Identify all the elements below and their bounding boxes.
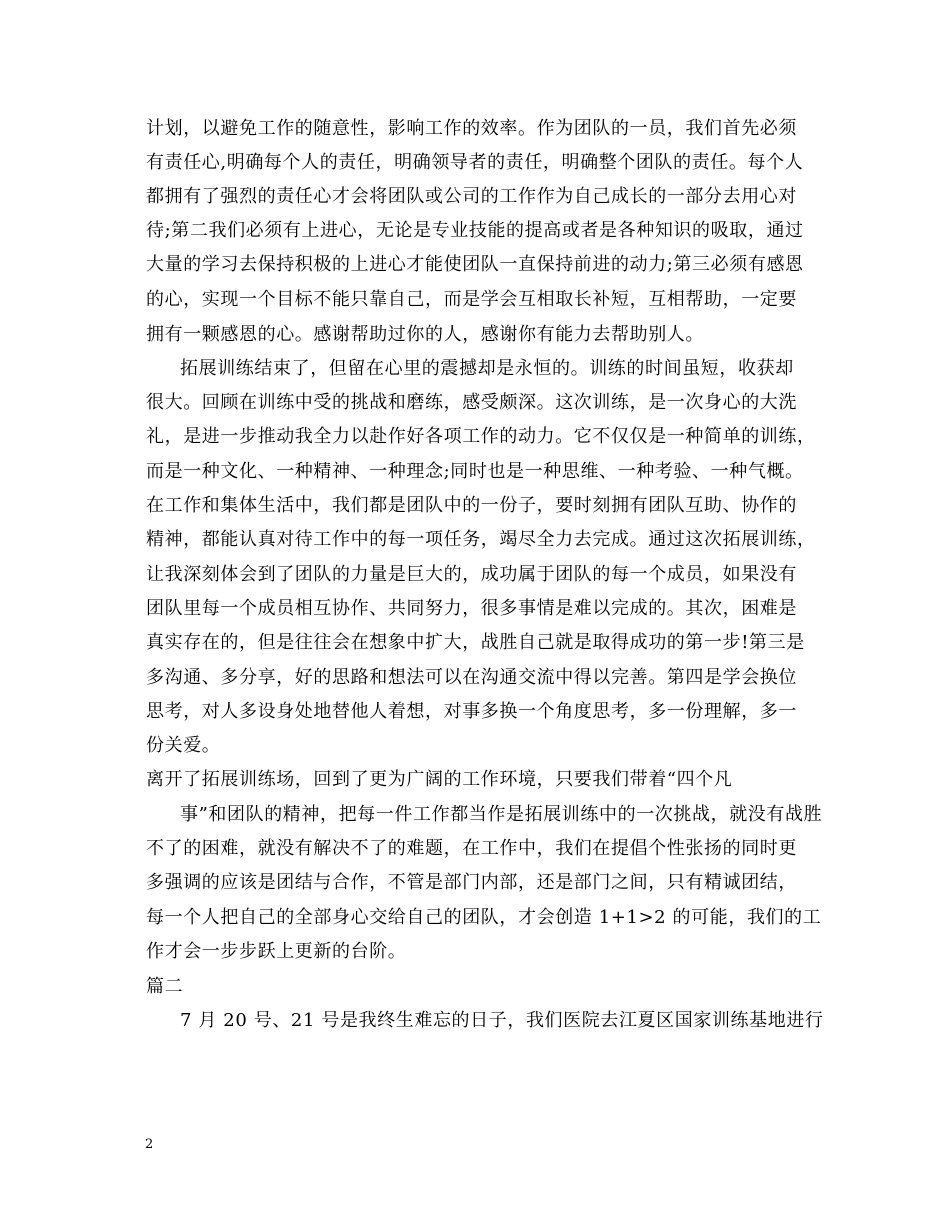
text-line: 很大。回顾在训练中受的挑战和磨练，感受颇深。这次训练，是一次身心的大洗 [146,392,797,413]
text-line: 计划，以避免工作的随意性，影响工作的效率。作为团队的一员，我们首先必须 [146,118,797,139]
text-line: 待;第二我们必须有上进心，无论是专业技能的提高或者是各种知识的吸取，通过 [146,220,804,241]
text-line: 拥有一颗感恩的心。感谢帮助过你的人，感谢你有能力去帮助别人。 [146,324,704,345]
text-line: 精神，都能认真对待工作中的每一项任务，竭尽全力去完成。通过这次拓展训练， [146,529,816,550]
page-number: 2 [145,1137,154,1152]
text-line: 的心，实现一个目标不能只靠自己，而是学会互相取长补短，互相帮助，一定要 [146,289,797,310]
text-line: 真实存在的，但是往往会在想象中扩大，战胜自己就是取得成功的第一步!第三是 [146,632,805,653]
text-line: 篇二 [146,976,184,997]
text-line: 不了的困难，就没有解决不了的难题，在工作中，我们在提倡个性张扬的同时更 [146,838,797,859]
text-line: 让我深刻体会到了团队的力量是巨大的，成功属于团队的每一个成员，如果没有 [146,564,797,585]
text-line: 离开了拓展训练场，回到了更为广阔的工作环境，只要我们带着“四个凡 [146,769,733,790]
text-line: 作才会一步步跃上更新的台阶。 [146,941,407,962]
text-line: 大量的学习去保持积极的上进心才能使团队一直保持前进的动力;第三必须有感恩 [146,254,804,275]
text-line: 有责任心,明确每个人的责任，明确领导者的责任，明确整个团队的责任。每个人 [146,152,804,173]
section-heading: 7 月 20 号、21 号是我终生难忘的日子，我们医院去江夏区国家训练基地进行 [180,1010,824,1031]
text-line: 礼，是进一步推动我全力以赴作好各项工作的动力。它不仅仅是一种简单的训练， [146,426,816,447]
paragraph-first-line: 事”和团队的精神，把每一件工作都当作是拓展训练中的一次挑战，就没有战胜 [180,804,823,825]
text-line: 团队里每一个成员相互协作、共同努力，很多事情是难以完成的。其次，困难是 [146,598,797,619]
text-line: 都拥有了强烈的责任心才会将团队或公司的工作作为自己成长的一部分去用心对 [146,186,797,207]
text-line: 在工作和集体生活中，我们都是团队中的一份子，要时刻拥有团队互助、协作的 [146,495,797,516]
text-line: 份关爱。 [146,735,221,756]
paragraph-first-line: 拓展训练结束了，但留在心里的震撼却是永恒的。训练的时间虽短，收获却 [180,358,794,379]
text-line: 每一个人把自己的全部身心交给自己的团队，才会创造 1+1>2 的可能，我们的工 [146,907,822,928]
text-line: 而是一种文化、一种精神、一种理念;同时也是一种思维、一种考验、一种气概。 [146,461,804,482]
text-line: 多强调的应该是团结与合作，不管是部门内部，还是部门之间，只有精诚团结， [146,872,797,893]
text-line: 多沟通、多分享，好的思路和想法可以在沟通交流中得以完善。第四是学会换位 [146,667,797,688]
text-line: 思考，对人多设身处地替他人着想，对事多换一个角度思考，多一份理解，多一 [146,701,797,722]
